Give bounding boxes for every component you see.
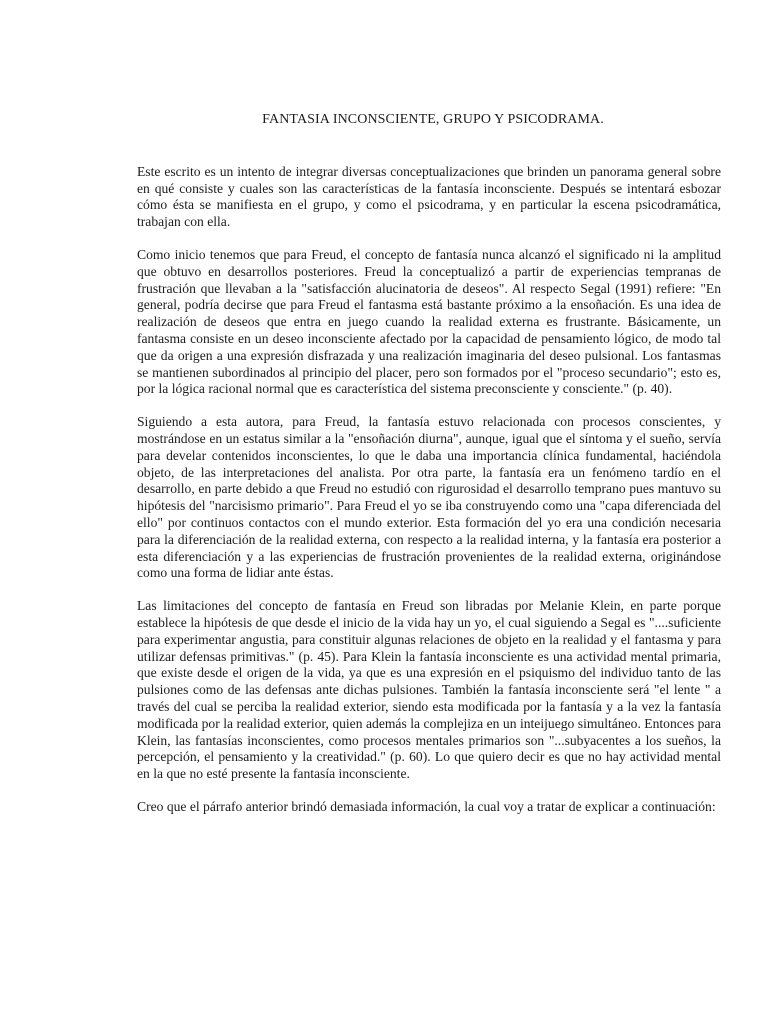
document-body [137, 112, 721, 832]
paragraph-freud-fantasy: Como inicio tenemos que para Freud, el concepto de fantasía nunca alcanzó el significado ni la amplitud que obtuvo en desarrollos posteriores. Freud la conceptualizó a partir de experiencias tempranas de frustración que llevaban a la "satisfacción alucinatoria de deseos". Al respecto Segal (1991) refiere: "En general, podría decirse que para Freud el fantasma está bastante próximo a la ensoñación. Es una idea de realización de deseos que entra en juego cuando la realidad externa es frustrante. Básicamente, un fantasma consiste en un deseo inconsciente afectado por la capacidad de pensamiento lógico, de modo tal que da origen a una expresión disfrazada y una realización imaginaria del deseo pulsional. Los fantasmas se mantienen subordinados al principio del placer, pero son formados por el "proceso secundario"; esto es, por la lógica racional normal que es característica del sistema preconsciente y consciente." (p. 40). [137, 246, 721, 397]
document-title: FANTASIA INCONSCIENTE, GRUPO Y PSICODRAMA. [262, 112, 604, 127]
paragraph-klein: Las limitaciones del concepto de fantasía en Freud son libradas por Melanie Klein, en parte porque establece la hipótesis de que desde el inicio de la vida hay un yo, el cual siguiendo a Segal es "....suficiente para experimentar angustia, para constituir algunas relaciones de objeto en la realidad y el fantasma y para utilizar defensas primitivas." (p. 45). Para Klein la fantasía inconsciente es una actividad mental primaria, que existe desde el origen de la vida, ya que es una expresión en el psiquismo del individuo tanto de las pulsiones como de las defensas ante dichas pulsiones. También la fantasía inconsciente será "el lente " a través del cual se perciba la realidad exterior, siendo esta modificada por la fantasía y a la vez la fantasía modificada por la realidad exterior, quien además la complejiza en un inteijuego simultáneo. Entonces para Klein, las fantasías inconscientes, como procesos mentales primarios son "...subyacentes a los sueños, la percepción, el pensamiento y la creatividad." (p. 60). Lo que quiero decir es que no hay actividad mental en la que no esté presente la fantasía inconsciente. [137, 598, 721, 782]
paragraph-introduction: Este escrito es un intento de integrar diversas conceptualizaciones que brinden un panorama general sobre en qué consiste y cuales son las características de la fantasía inconsciente. Después se intentará esbozar cómo ésta se manifiesta en el grupo, y como el psicodrama, y en particular la escena psicodramática, trabajan con ella. [137, 163, 721, 230]
paragraph-freud-development: Siguiendo a esta autora, para Freud, la fantasía estuvo relacionada con procesos conscientes, y mostrándose en un estatus similar a la "ensoñación diurna", aunque, igual que el síntoma y el sueño, servía para develar contenidos inconscientes, lo que le daba una importancia clínica fundamental, haciéndola objeto, de las interpretaciones del analista. Por otra parte, la fantasía era un fenómeno tardío en el desarrollo, en parte debido a que Freud no estudió con rigurosidad el desarrollo temprano pues mantuvo su hipótesis del "narcisismo primario". Para Freud el yo se iba construyendo como una "capa diferenciada del ello" por continuos contactos con el mundo exterior. Esta formación del yo era una condición necesaria para la diferenciación de la realidad externa, con respecto a la realidad interna, y la fantasía era posterior a esta diferenciación y a las experiencias de frustración provenientes de la realidad externa, originándose como una forma de lidiar ante éstas. [137, 414, 721, 581]
paragraph-conclusion: Creo que el párrafo anterior brindó demasiada información, la cual voy a tratar de explicar a continuación: [137, 798, 716, 814]
